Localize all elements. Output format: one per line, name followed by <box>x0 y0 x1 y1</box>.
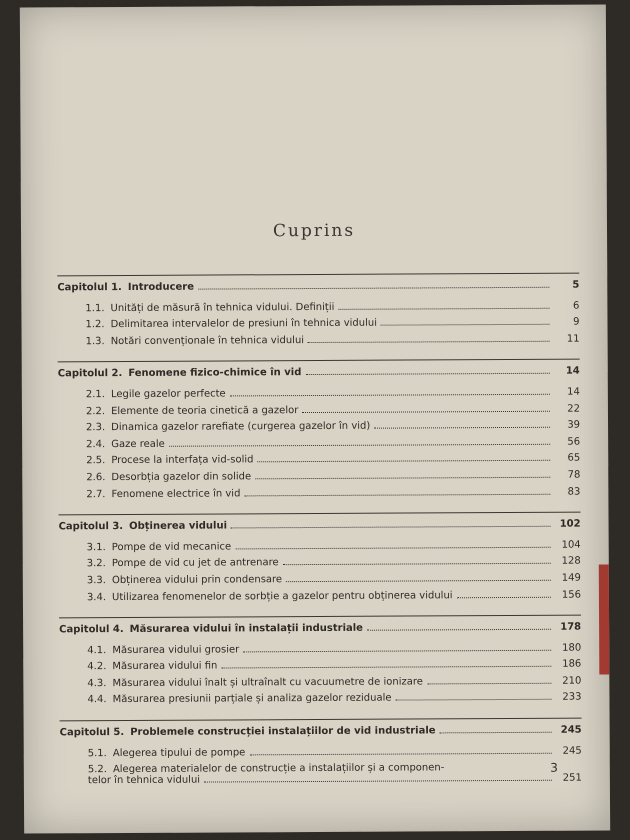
dot-leader <box>338 307 549 309</box>
dot-leader <box>283 563 551 565</box>
section-page: 83 <box>567 486 581 498</box>
chapter-page: 245 <box>560 724 582 736</box>
dot-leader <box>286 580 551 582</box>
dot-leader <box>305 373 549 375</box>
page-title: Cuprins <box>272 220 356 242</box>
dot-leader <box>235 546 551 549</box>
section-title: Elemente de teoria cinetică a gazelor <box>111 404 299 417</box>
section-number: 1.1. <box>85 302 105 314</box>
section-title: Măsurarea vidului fin <box>112 660 218 673</box>
section-number: 3.4. <box>86 591 107 603</box>
chapter-entry <box>58 366 580 385</box>
chapter-label: Capitolul 5. <box>59 727 125 739</box>
chapter-block <box>59 615 581 712</box>
section-page: 245 <box>562 745 582 757</box>
section-page: 78 <box>567 469 581 481</box>
section-number: 2.2. <box>85 405 106 417</box>
section-number: 2.7. <box>86 488 106 500</box>
dot-leader <box>221 666 551 669</box>
section-page: 39 <box>567 419 581 431</box>
section-page: 149 <box>561 572 581 584</box>
section-number: 5.1. <box>87 747 107 759</box>
section-number: 2.4. <box>86 438 106 450</box>
chapter-entry <box>59 519 581 538</box>
chapter-block <box>58 512 580 609</box>
chapter-entry <box>60 725 582 744</box>
chapter-block <box>57 273 579 353</box>
section-title: Procese la interfața vid-solid <box>111 454 254 467</box>
dot-leader <box>244 493 550 496</box>
section-page: 9 <box>573 316 580 328</box>
section-title: Obținerea vidului prin condensare <box>111 574 283 586</box>
section-title: Pompe de vid mecanice <box>111 541 232 553</box>
dot-leader <box>249 752 551 755</box>
section-number: 2.3. <box>86 422 106 434</box>
table-of-contents <box>57 273 582 802</box>
section-page: 186 <box>562 658 582 670</box>
section-title: Măsurarea vidului înalt și ultraînalt cu vacuumetre de ionizare <box>112 676 423 689</box>
section-number: 1.2. <box>85 319 105 331</box>
chapter-page: 14 <box>565 365 580 378</box>
section-page: 56 <box>567 436 581 448</box>
chapter-label: Capitolul 4. <box>59 624 124 636</box>
chapter-label: Capitolul 2. <box>57 368 123 380</box>
dot-leader <box>169 444 550 447</box>
dot-leader <box>374 427 550 429</box>
section-number: 3.3. <box>86 575 106 587</box>
section-page: 251 <box>562 772 582 784</box>
section-title: Alegerea tipului de pompe <box>112 747 246 759</box>
section-page: 11 <box>566 333 580 345</box>
section-number: 4.1. <box>87 644 107 656</box>
chapter-page: 5 <box>572 279 580 291</box>
section-title: Utilizarea fenomenelor de sorbție a gazelor pentru obținerea vidului <box>111 589 453 603</box>
section-page: 22 <box>567 403 580 415</box>
chapter-block <box>58 359 581 505</box>
section-number: 3.2. <box>86 558 106 570</box>
dot-leader <box>255 477 550 480</box>
section-page: 210 <box>562 675 582 687</box>
dot-leader <box>198 287 549 290</box>
chapter-page: 102 <box>559 518 581 530</box>
chapter-title: Fenomene fizico-chimice în vid <box>128 367 302 380</box>
section-page: 156 <box>561 589 581 601</box>
dot-leader <box>204 780 552 783</box>
dot-leader <box>243 649 551 652</box>
section-title: Fenomene electrice în vid <box>111 487 241 500</box>
chapter-title: Măsurarea vidului în instalații industriale <box>129 622 363 636</box>
dot-leader <box>457 596 551 597</box>
chapter-label: Capitolul 1. <box>57 282 122 294</box>
dot-leader <box>381 324 550 326</box>
section-page: 104 <box>561 539 581 551</box>
chapter-title: Problemele construcției instalațiilor de vid industriale <box>130 725 436 739</box>
dot-leader <box>396 699 552 701</box>
section-entry <box>58 333 580 352</box>
section-entry <box>59 589 581 608</box>
section-title-continued: telor în tehnica vidului <box>87 774 201 787</box>
chapter-entry <box>59 622 581 641</box>
section-number: 2.5. <box>86 455 106 467</box>
section-number: 1.3. <box>85 335 105 347</box>
section-number: 2.6. <box>86 472 106 484</box>
dot-leader <box>308 341 550 343</box>
section-number: 4.4. <box>87 694 107 706</box>
section-number: 3.1. <box>86 541 106 553</box>
dot-leader <box>231 526 551 529</box>
dot-leader <box>440 732 552 734</box>
section-page: 14 <box>567 386 580 398</box>
section-page: 128 <box>561 555 581 568</box>
chapter-title: Introducere <box>127 281 195 293</box>
section-title: Desorbția gazelor din solide <box>111 471 252 484</box>
dot-leader <box>258 460 551 463</box>
section-title: Gaze reale <box>111 438 165 450</box>
section-title: Măsurarea presiunii parțiale și analiza gazelor reziduale <box>112 693 392 706</box>
dot-leader <box>427 683 551 685</box>
chapter-title: Obținerea vidului <box>129 520 228 533</box>
dot-leader <box>230 394 550 397</box>
section-entry-continued <box>60 773 582 792</box>
section-title: Alegerea materialelor de construcție a instalațiilor și a componen- <box>112 762 445 776</box>
section-title: Măsurarea vidului grosier <box>112 644 240 656</box>
section-page: 6 <box>573 300 580 312</box>
section-number: 4.3. <box>87 677 107 690</box>
section-number: 5.2. <box>87 764 107 776</box>
section-entry <box>58 486 580 505</box>
section-page: 65 <box>567 452 581 465</box>
chapter-page: 178 <box>560 621 582 633</box>
section-page: 180 <box>562 642 582 654</box>
section-number: 4.2. <box>87 661 107 673</box>
dot-leader <box>302 410 550 412</box>
section-title: Unități de măsură în tehnica vidului. Definiții <box>110 301 335 314</box>
red-bookmark-edge <box>599 564 610 674</box>
chapter-entry <box>57 280 579 299</box>
page-number: 3 <box>550 760 558 775</box>
chapter-block <box>60 718 582 793</box>
section-title: Legile gazelor perfecte <box>110 388 226 401</box>
section-page: 233 <box>562 692 582 704</box>
section-title: Delimitarea intervalelor de presiuni în tehnica vidului <box>110 317 378 331</box>
section-number: 2.1. <box>85 389 105 401</box>
book-page <box>20 4 610 833</box>
section-entry <box>59 692 581 711</box>
section-title: Dinamica gazelor rarefiate (curgerea gazelor în vid) <box>111 420 371 434</box>
chapter-label: Capitolul 3. <box>58 521 124 533</box>
section-title: Notări convenționale în tehnica vidului <box>110 334 305 347</box>
dot-leader <box>367 629 551 631</box>
section-title: Pompe de vid cu jet de antrenare <box>111 557 279 570</box>
